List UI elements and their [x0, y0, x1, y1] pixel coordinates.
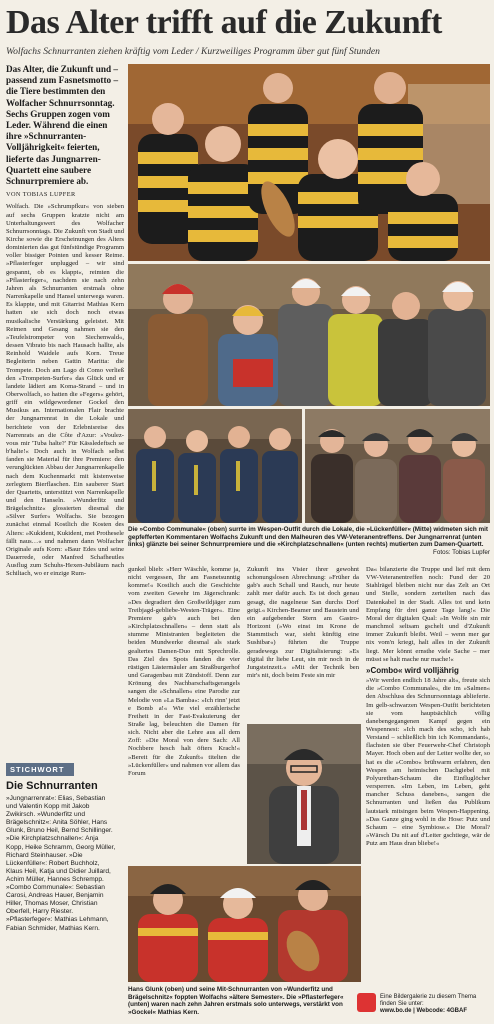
- subheadline: Wolfachs Schnurranten ziehen kräftig vom Leder / Kurzweiliges Programm über gut fünf Stunden: [6, 46, 380, 57]
- photo-combo-communale: [128, 64, 490, 261]
- article-text-1: Wolfach. Die »Schrumpfkur« von sieben auf sechs Gruppen kratzte nicht am Unterhaltungswert des Wolfacher Schnurrsonntags. Die Zukunft von Stadt und Kirche sowie die Erscheinungen des Alters dominierten das gut fünfstündige Programm voller bissiger Pointen und kesser Reime. »Pflasterfeger unplugged – wir sind gespannt, ob es klappt«, reimten die »Pflasterfeger«, nachdem sie nach zehn Jahren als Schnurranten erstmals ohne Narrenkapelle und Hansel unterwegs waren. Es klappte, und mit Gitarrist Mathias Kern hatten sie sich doch noch etwas musikalische Verstärkung geleistet. Mit Reimen und Gesang nahmen sie den »Teufelstrompeter von Siechenwald«, dessen Vibrato bis nach Hausach hallte, als Reinhold Waidele aufs Korn. Treue Begleiterin neben Gattin Maritta: die Trompete. Doch am Lago di Como verließ den »Trompeten-Surfer« das Glück und er landete lädiert am Koma-Strand – und in Oberwolfach, so hatten die »Fegers« gehört, griff ein wildgewordener Gockel den Musikus an. Internationalen Flair brachte der Jungnarrenrat in die Lokale und berichtete von der Erlebnisreise des Narrenrats an die Côte d'Azur: »Voulez-vous mir 'Tuba halte?' Für Kässledeftsch se b'halte!« Doch auch in Wolfach selbst fanden sie Material für ihre Premiere: den verunglückten Abbau der Jungnarrenkapelle nach dem Kuchenmarkt mit kistenweise zerlegtem Bierflaschen. Ein sauberer Start der Quartetts, unterstützt von Narrenkapelle und den Hanseln. »Wunderfitz und Brägelschnitz« glossierten diesmal die »Silver Surfer« Wolfachs. Sie bezogen zunächst einmal Kostlich die Kosten des Alters: »Kukident, Kukident, mei Prothesele fällt naus…« und nahmen dann Wolfacher Originale aufs Korn: »Baur Edes und seine Dauerrede, oder Manfred Schafheutles Ausflug zum Schuhs-Hexen-Jubiläum nach Schiltach, wo er einzige Rum-: [6, 203, 124, 578]
- stichwort-title: Die Schnurranten: [6, 780, 98, 792]
- headline: Das Alter trifft auf die Zukunft: [6, 4, 442, 41]
- gallery-hint-text: Eine Bildergalerie zu diesem Thema finden Sie unter:: [380, 994, 477, 1007]
- article-subheading: »Combo« wird volljährig: [366, 665, 459, 675]
- stichwort-box: [6, 763, 116, 1003]
- photo-lueckenfueller: [128, 264, 490, 406]
- photo-kirchplatzschnallen: [305, 409, 490, 523]
- photo-caption-bottom: [128, 986, 362, 1020]
- article-text-3: Zukunft ins Visier ihrer gewohnt schonungslosen Abrechnung: »Früher da gab's auch Schall und Rauch, nur heute zahlt mer dafür auch. Es ist doch genau gesagt, die nagelneue San durchs Dorf geigt.« Kirchen-Beamer und Baustein und ein aufgebender Stern am Gastro-Horizont (»Wo einst im Krone de Stammtisch war, sieht künftig eine Sushibar«) führten die Truppe geradewegs zur Digitalisierung: »Es digital ihr liebe Leut, sin mir noch in de Jungsteinzeit.« »Mit der Technik ben mir's nit, doch beim Feste sin mir: [247, 566, 359, 680]
- byline: VON TOBIAS LUPFER: [6, 191, 76, 199]
- article-text-4b: »Wir werden endlich 18 Jahre alt«, freute sich die »Combo Communale«, die im »Salmen« den Abschluss des Schnurrsonntags ablieferte. Im gelb-schwarzen Wespen-Outfit berichteten sie vom hauptsächlich völlig danebengegangenen Kampf gegen ein Wespennest: »Ich mach des scho, ich hab Verstand – schließlich bin ich Kommandant«, flachsten sie über Feuerwehr-Chef Christoph Mayer. Hoch oben auf der Leiter wollte der, so hat es die »Combo« brühwarm erfahren, den Wespen am heimischen Dachgiebel mit Polyurethan-Schaum die Einfluglöcher versperren. »Im Leben, im Leben, geht mancher Schuss daneben«, sangen die Schnurranten und ließen das Publikum lautstark mitsingen beim Wespen-Happening. »Das Ganze ging wohl in die Hose: Putz und Schaum – eine Symbiose.« Die Moral? »Wärsch Du nit auf d'Leiter gschtiege, wär de Putz am Haus dran bliebe!«: [366, 677, 490, 848]
- article-lead: Das Alter, die Zukunft und – passend zum Fasnetsmotto – die Tiere bestimmten den Wolfacher Schnurrsonntag. Sechs Gruppen zogen vom Leder. Während die einen ihre »Schnurranten-Volljährigkeit« feierten, lieferte das Jungnarren-Quartett eine saubere Schnurrpremiere ab.: [6, 64, 119, 187]
- photo-hans-glunk: [247, 724, 361, 864]
- gallery-camera-icon: [357, 993, 376, 1012]
- article-column-1: [6, 64, 124, 759]
- article-column-4: [366, 566, 490, 986]
- gallery-webcode[interactable]: www.bo.de | Webcode: 4GBAF: [380, 1008, 468, 1014]
- article-column-2: [128, 566, 240, 866]
- gallery-hint: [380, 994, 490, 1015]
- stichwort-tag: STICHWORT: [6, 763, 74, 776]
- photo-jungnarrenrat: [128, 409, 302, 523]
- caption-top-credit: Fotos: Tobias Lupfer: [433, 548, 490, 556]
- caption-bottom-text: Hans Glunk (oben) und seine Mit-Schnurranten von »Wunderfitz und Brägelschnitz« foppten Wolfachs »ältere Semester«. Die »Pflasterfeger« (unten) waren nach zehn Jahren erstmals solo unterwegs, verstärkt von »Gockel« Mathias Kern.: [128, 986, 344, 1016]
- photo-pflasterfeger: [128, 866, 361, 982]
- photo-caption-top: [128, 526, 490, 562]
- stichwort-text: »Jungnarrenrat«: Elias, Sebastian und Valentin Kopp mit Jakob Zwikirsch. »Wunderfitz und Brägelschnitz«: Anita Söhler, Hans Glunk, Bruno Heil, Bernd Schillinger. »Die Kirchplatzschnallen«: Anja Kopp, Heike Schramm, Georg Müller, Richard Steinhauser. »Die Lückenfüller«: Robert Buchholz, Klaus Heil, Katja und Didier Juillard, Achim Müller, Hannes Schrempp. »Combo Communale«: Sebastian Carosi, Andreas Hauer, Benjamin Hiller, Thomas Moser, Christian Oberfell, Harry Riester. »Pflasterfeger«: Mathias Lehmann, Fabian Schmider, Mathias Kern.: [6, 795, 116, 932]
- caption-top-text: Die »Combo Communale« (oben) surrte im Wespen-Outfit durch die Lokale, die »Lückenfüller« (Mitte) widmeten sich mit gepfefferten Kommentaren Wolfachs Zukunft und den Malheuren des VW-Veteranentreffens. Der Jungnarrenrat (unten links) glänzte bei seiner Schnurrpremiere und die »Kirchplatzschnallen« (unten rechts) mutierten zum Damen-Quartett.: [128, 526, 488, 549]
- article-column-3: [247, 566, 359, 716]
- article-text-2: gunkel blieb: »Herr Wäschle, komme ja, nicht vergessen, Ihr am Fasnetsunntig komme!« Kostlich auch die Geschichte vom zweiten Gewehr im Jägerschrank: »Des degradiert den Großwildjäger zum Treibjagd-gebliebe-Westen-Träger«. Eine Premiere gab's auch bei den »Kirchplatzschnallen« – denn statt als stumme Ministranten begleiteten die beiden Mundwerke diesmal als stark gealtertes Damen-Duo mit Sprechrolle. Das Ziel des Spots fanden die vier rüstigen Lästermäuler am Straßburgerhof und Garagenbau mit Zündstoff. Denn zur Krönung des Nachbarschaftsgerangels sangen die »Schnallen« eine Parodie zur Melodie von »La Bamba«: »Ich rinn' jetzt e Bomb a!« Wie viel erzählerische Freiheit in der Fast-Evakuierung der Straße lag, beleuchten die Damen für sich. Nicht aber die Lehre aus all dem Zoff: »Die Moral von dere Sach: All Nochbere hesch halt öfters Krach!« »Bereit für die Zukunft« titelten die »Lückenfüller« und nahmen vor allem das Forum: [128, 566, 240, 777]
- article-text-4: Da« bilanzierte die Truppe und lief mit dem VW-Veteranentreffen noch: Fund der 20 Stahlrägel bleiben nicht nur das Zelt an Ort und Stelle, sondern zerteilten nach das Datenkabel in der Stadt. Alles tot und kein Empfang für drei ganze Tage lang!« Die Moral der digitalen Qual: »In Wolfe sin mir manchmol seltsam gschelt und d'Zukunft immer Zukunft bleibt. Weil – wenn mer gar nix vom'n kriegt, halt alles in der Zukunft liegt. Mer könnt ernsthe viele Sache – mer müsst se halt mache nur mache!«: [366, 566, 490, 663]
